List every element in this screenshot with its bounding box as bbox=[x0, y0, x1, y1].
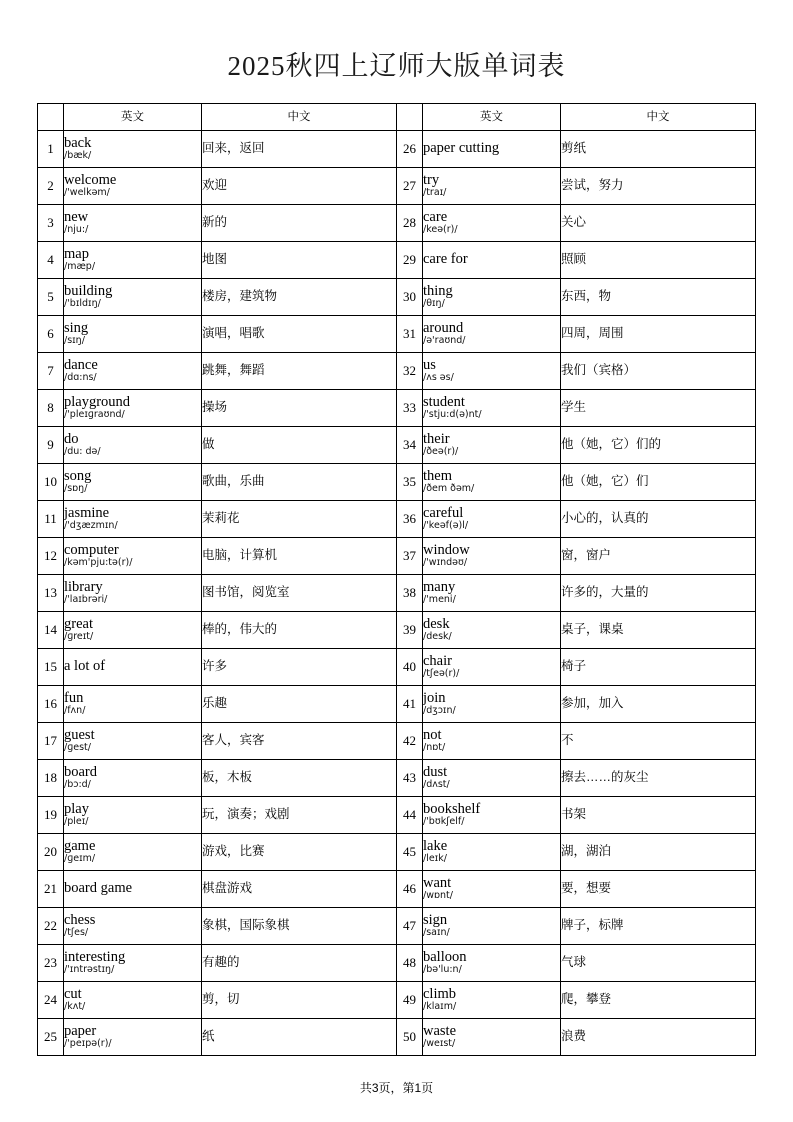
english-cell bbox=[423, 353, 561, 390]
english-cell bbox=[423, 612, 561, 649]
chinese-cell: 玩，演奏；戏剧 bbox=[202, 797, 397, 834]
english-cell bbox=[64, 686, 202, 723]
phonetic-transcription: /'meni/ bbox=[423, 594, 456, 606]
english-cell bbox=[64, 501, 202, 538]
phonetic-transcription: /kəm'pju:tə(r)/ bbox=[64, 557, 133, 569]
english-cell bbox=[423, 168, 561, 205]
chinese-cell: 做 bbox=[202, 427, 397, 464]
table-row bbox=[38, 686, 756, 723]
chinese-cell: 剪纸 bbox=[561, 131, 756, 168]
row-index: 23 bbox=[38, 945, 64, 982]
chinese-cell: 参加，加入 bbox=[561, 686, 756, 723]
english-cell bbox=[64, 612, 202, 649]
row-index: 25 bbox=[38, 1019, 64, 1056]
chinese-cell: 板，木板 bbox=[202, 760, 397, 797]
row-index: 28 bbox=[397, 205, 423, 242]
row-index: 22 bbox=[38, 908, 64, 945]
phonetic-transcription: /dɑ:ns/ bbox=[64, 372, 97, 384]
table-header bbox=[38, 104, 756, 131]
phonetic-transcription: /klaɪm/ bbox=[423, 1001, 457, 1013]
chinese-cell: 图书馆，阅览室 bbox=[202, 575, 397, 612]
table-row bbox=[38, 834, 756, 871]
row-index: 2 bbox=[38, 168, 64, 205]
row-index: 33 bbox=[397, 390, 423, 427]
row-index: 3 bbox=[38, 205, 64, 242]
english-cell bbox=[423, 908, 561, 945]
english-word: us bbox=[423, 356, 436, 373]
phonetic-transcription: /traɪ/ bbox=[423, 187, 447, 199]
english-word: careful bbox=[423, 504, 464, 521]
table-row bbox=[38, 575, 756, 612]
english-word: jasmine bbox=[64, 504, 110, 521]
row-index: 40 bbox=[397, 649, 423, 686]
phonetic-transcription: /'bɪldɪŋ/ bbox=[64, 298, 101, 310]
english-cell bbox=[423, 945, 561, 982]
phonetic-transcription: /sɪŋ/ bbox=[64, 335, 85, 347]
chinese-cell: 书架 bbox=[561, 797, 756, 834]
row-index: 39 bbox=[397, 612, 423, 649]
table-row bbox=[38, 760, 756, 797]
phonetic-transcription: /'laɪbrəri/ bbox=[64, 594, 108, 606]
english-cell bbox=[64, 982, 202, 1019]
row-index: 8 bbox=[38, 390, 64, 427]
chinese-cell: 他（她，它）们的 bbox=[561, 427, 756, 464]
english-cell bbox=[423, 1019, 561, 1056]
english-word: dust bbox=[423, 763, 448, 780]
english-cell bbox=[64, 871, 202, 908]
chinese-cell: 四周，周围 bbox=[561, 316, 756, 353]
english-word: map bbox=[64, 245, 89, 262]
english-word: song bbox=[64, 467, 92, 484]
phonetic-transcription: /dʌst/ bbox=[423, 779, 450, 791]
english-word: their bbox=[423, 430, 450, 447]
table-row bbox=[38, 242, 756, 279]
english-cell bbox=[423, 834, 561, 871]
row-index: 34 bbox=[397, 427, 423, 464]
chinese-cell: 不 bbox=[561, 723, 756, 760]
english-cell bbox=[64, 131, 202, 168]
english-word: fun bbox=[64, 689, 84, 706]
phonetic-transcription: /ə'raʊnd/ bbox=[423, 335, 466, 347]
chinese-cell: 象棋，国际象棋 bbox=[202, 908, 397, 945]
row-index: 21 bbox=[38, 871, 64, 908]
english-cell bbox=[64, 760, 202, 797]
english-word: great bbox=[64, 615, 93, 632]
phonetic-transcription: /ɡreɪt/ bbox=[64, 631, 94, 643]
phonetic-transcription: /tʃes/ bbox=[64, 927, 89, 939]
english-word: interesting bbox=[64, 948, 126, 965]
chinese-cell: 桌子，课桌 bbox=[561, 612, 756, 649]
english-cell bbox=[64, 908, 202, 945]
table-row bbox=[38, 982, 756, 1019]
phonetic-transcription: /desk/ bbox=[423, 631, 452, 643]
header-index-right bbox=[397, 104, 423, 131]
phonetic-transcription: /ðeə(r)/ bbox=[423, 446, 459, 458]
row-index: 32 bbox=[397, 353, 423, 390]
header-english-left: 英文 bbox=[64, 104, 202, 131]
phonetic-transcription: /θɪŋ/ bbox=[423, 298, 445, 310]
english-word: board bbox=[64, 763, 98, 780]
phonetic-transcription: /'ɪntrəstɪŋ/ bbox=[64, 964, 115, 976]
english-cell bbox=[64, 390, 202, 427]
row-index: 17 bbox=[38, 723, 64, 760]
row-index: 26 bbox=[397, 131, 423, 168]
row-index: 12 bbox=[38, 538, 64, 575]
table-row bbox=[38, 871, 756, 908]
phonetic-transcription: /'stju:d(ə)nt/ bbox=[423, 409, 482, 421]
table-row bbox=[38, 1019, 756, 1056]
phonetic-transcription: /bɔ:d/ bbox=[64, 779, 91, 791]
chinese-cell: 欢迎 bbox=[202, 168, 397, 205]
phonetic-transcription: /dʒɔɪn/ bbox=[423, 705, 456, 717]
chinese-cell: 许多 bbox=[202, 649, 397, 686]
english-cell bbox=[423, 760, 561, 797]
english-cell bbox=[423, 649, 561, 686]
row-index: 1 bbox=[38, 131, 64, 168]
row-index: 45 bbox=[397, 834, 423, 871]
english-word: not bbox=[423, 726, 442, 743]
row-index: 10 bbox=[38, 464, 64, 501]
table-row bbox=[38, 501, 756, 538]
phonetic-transcription: /keə(r)/ bbox=[423, 224, 458, 236]
english-cell bbox=[64, 205, 202, 242]
table-row bbox=[38, 649, 756, 686]
table-row bbox=[38, 390, 756, 427]
chinese-cell: 学生 bbox=[561, 390, 756, 427]
english-word: thing bbox=[423, 282, 453, 299]
row-index: 24 bbox=[38, 982, 64, 1019]
english-cell bbox=[423, 797, 561, 834]
english-cell bbox=[423, 686, 561, 723]
chinese-cell: 歌曲，乐曲 bbox=[202, 464, 397, 501]
chinese-cell: 要，想要 bbox=[561, 871, 756, 908]
table-row bbox=[38, 797, 756, 834]
english-word: balloon bbox=[423, 948, 467, 965]
phonetic-transcription: /ʌs əs/ bbox=[423, 372, 454, 384]
chinese-cell: 游戏，比赛 bbox=[202, 834, 397, 871]
row-index: 35 bbox=[397, 464, 423, 501]
english-word: do bbox=[64, 430, 79, 447]
chinese-cell: 窗，窗户 bbox=[561, 538, 756, 575]
english-word: game bbox=[64, 837, 96, 854]
english-word: want bbox=[423, 874, 452, 891]
english-word: cut bbox=[64, 985, 82, 1002]
chinese-cell: 有趣的 bbox=[202, 945, 397, 982]
english-cell bbox=[64, 427, 202, 464]
vocabulary-table bbox=[37, 103, 756, 1056]
row-index: 49 bbox=[397, 982, 423, 1019]
phonetic-transcription: /kʌt/ bbox=[64, 1001, 86, 1013]
chinese-cell: 演唱，唱歌 bbox=[202, 316, 397, 353]
chinese-cell: 楼房，建筑物 bbox=[202, 279, 397, 316]
row-index: 44 bbox=[397, 797, 423, 834]
row-index: 4 bbox=[38, 242, 64, 279]
table-row bbox=[38, 612, 756, 649]
phonetic-transcription: /'wɪndəʊ/ bbox=[423, 557, 468, 569]
phonetic-transcription: /fʌn/ bbox=[64, 705, 86, 717]
header-chinese-right: 中文 bbox=[561, 104, 756, 131]
table-row bbox=[38, 353, 756, 390]
english-word: desk bbox=[423, 615, 450, 632]
table-row bbox=[38, 945, 756, 982]
chinese-cell: 跳舞，舞蹈 bbox=[202, 353, 397, 390]
chinese-cell: 湖，湖泊 bbox=[561, 834, 756, 871]
phonetic-transcription: /wɒnt/ bbox=[423, 890, 453, 902]
row-index: 20 bbox=[38, 834, 64, 871]
phonetic-transcription: /'peɪpə(r)/ bbox=[64, 1038, 112, 1050]
chinese-cell: 东西，物 bbox=[561, 279, 756, 316]
chinese-cell: 茉莉花 bbox=[202, 501, 397, 538]
row-index: 5 bbox=[38, 279, 64, 316]
english-cell bbox=[423, 279, 561, 316]
page-footer: 共3页，第1页 bbox=[359, 1081, 434, 1095]
row-index: 37 bbox=[397, 538, 423, 575]
phonetic-transcription: /tʃeə(r)/ bbox=[423, 668, 460, 680]
english-word: them bbox=[423, 467, 452, 484]
chinese-cell: 爬，攀登 bbox=[561, 982, 756, 1019]
english-word: board game bbox=[64, 880, 133, 897]
chinese-cell: 气球 bbox=[561, 945, 756, 982]
chinese-cell: 关心 bbox=[561, 205, 756, 242]
english-cell bbox=[64, 168, 202, 205]
chinese-cell: 他（她，它）们 bbox=[561, 464, 756, 501]
table-row bbox=[38, 538, 756, 575]
table-row bbox=[38, 723, 756, 760]
table-row bbox=[38, 131, 756, 168]
row-index: 36 bbox=[397, 501, 423, 538]
phonetic-transcription: /ɡeɪm/ bbox=[64, 853, 96, 865]
row-index: 38 bbox=[397, 575, 423, 612]
chinese-cell: 纸 bbox=[202, 1019, 397, 1056]
phonetic-transcription: /pleɪ/ bbox=[64, 816, 89, 828]
chinese-cell: 地图 bbox=[202, 242, 397, 279]
english-word: computer bbox=[64, 541, 119, 558]
english-word: playground bbox=[64, 393, 131, 410]
table-row bbox=[38, 168, 756, 205]
row-index: 9 bbox=[38, 427, 64, 464]
table-body bbox=[38, 131, 756, 1056]
header-index-left bbox=[38, 104, 64, 131]
english-cell bbox=[64, 834, 202, 871]
row-index: 41 bbox=[397, 686, 423, 723]
english-word: around bbox=[423, 319, 464, 336]
english-word: sign bbox=[423, 911, 448, 928]
chinese-cell: 牌子，标牌 bbox=[561, 908, 756, 945]
chinese-cell: 客人，宾客 bbox=[202, 723, 397, 760]
chinese-cell: 浪费 bbox=[561, 1019, 756, 1056]
phonetic-transcription: /du: də/ bbox=[64, 446, 101, 458]
english-cell bbox=[64, 538, 202, 575]
english-word: library bbox=[64, 578, 103, 595]
phonetic-transcription: /'keəf(ə)l/ bbox=[423, 520, 469, 532]
row-index: 31 bbox=[397, 316, 423, 353]
english-cell bbox=[423, 205, 561, 242]
row-index: 27 bbox=[397, 168, 423, 205]
english-cell bbox=[64, 723, 202, 760]
english-word: welcome bbox=[64, 171, 117, 188]
english-word: back bbox=[64, 134, 92, 151]
english-word: student bbox=[423, 393, 465, 410]
english-word: waste bbox=[423, 1022, 457, 1039]
header-english-right: 英文 bbox=[423, 104, 561, 131]
english-word: chess bbox=[64, 911, 96, 928]
phonetic-transcription: /sɒŋ/ bbox=[64, 483, 88, 495]
english-cell bbox=[64, 797, 202, 834]
phonetic-transcription: /nɒt/ bbox=[423, 742, 446, 754]
english-cell bbox=[423, 538, 561, 575]
english-cell bbox=[423, 723, 561, 760]
phonetic-transcription: /leɪk/ bbox=[423, 853, 447, 865]
phonetic-transcription: /ɡest/ bbox=[64, 742, 91, 754]
chinese-cell: 电脑，计算机 bbox=[202, 538, 397, 575]
english-word: lake bbox=[423, 837, 448, 854]
english-word: care bbox=[423, 208, 448, 225]
phonetic-transcription: /'bʊkʃelf/ bbox=[423, 816, 465, 828]
english-word: many bbox=[423, 578, 456, 595]
chinese-cell: 剪，切 bbox=[202, 982, 397, 1019]
row-index: 6 bbox=[38, 316, 64, 353]
english-cell bbox=[423, 242, 561, 279]
chinese-cell: 乐趣 bbox=[202, 686, 397, 723]
phonetic-transcription: /'dʒæzmɪn/ bbox=[64, 520, 118, 532]
chinese-cell: 操场 bbox=[202, 390, 397, 427]
chinese-cell: 棒的，伟大的 bbox=[202, 612, 397, 649]
chinese-cell: 新的 bbox=[202, 205, 397, 242]
table-row bbox=[38, 279, 756, 316]
english-word: paper cutting bbox=[423, 140, 500, 157]
phonetic-transcription: /'pleɪɡraʊnd/ bbox=[64, 409, 125, 421]
row-index: 50 bbox=[397, 1019, 423, 1056]
row-index: 14 bbox=[38, 612, 64, 649]
chinese-cell: 棋盘游戏 bbox=[202, 871, 397, 908]
english-word: building bbox=[64, 282, 113, 299]
phonetic-transcription: /ðem ðəm/ bbox=[423, 483, 475, 495]
english-cell bbox=[64, 242, 202, 279]
phonetic-transcription: /weɪst/ bbox=[423, 1038, 456, 1050]
table-row bbox=[38, 205, 756, 242]
chinese-cell: 小心的，认真的 bbox=[561, 501, 756, 538]
row-index: 13 bbox=[38, 575, 64, 612]
english-word: sing bbox=[64, 319, 89, 336]
english-word: bookshelf bbox=[423, 800, 481, 817]
chinese-cell: 许多的，大量的 bbox=[561, 575, 756, 612]
english-word: join bbox=[423, 689, 446, 706]
english-cell bbox=[64, 464, 202, 501]
english-word: guest bbox=[64, 726, 95, 743]
english-word: care for bbox=[423, 251, 468, 268]
english-cell bbox=[423, 464, 561, 501]
row-index: 48 bbox=[397, 945, 423, 982]
chinese-cell: 回来，返回 bbox=[202, 131, 397, 168]
table-row bbox=[38, 316, 756, 353]
table-row bbox=[38, 427, 756, 464]
english-word: window bbox=[423, 541, 470, 558]
english-cell bbox=[64, 353, 202, 390]
phonetic-transcription: /bæk/ bbox=[64, 150, 92, 162]
english-word: climb bbox=[423, 985, 457, 1002]
row-index: 15 bbox=[38, 649, 64, 686]
row-index: 18 bbox=[38, 760, 64, 797]
row-index: 19 bbox=[38, 797, 64, 834]
english-word: new bbox=[64, 208, 89, 225]
row-index: 42 bbox=[397, 723, 423, 760]
english-cell bbox=[64, 945, 202, 982]
english-word: dance bbox=[64, 356, 98, 373]
chinese-cell: 擦去……的灰尘 bbox=[561, 760, 756, 797]
english-cell bbox=[423, 316, 561, 353]
english-word: try bbox=[423, 171, 440, 188]
english-cell bbox=[64, 279, 202, 316]
page-title: 2025秋四上辽师大版单词表 bbox=[227, 51, 566, 81]
phonetic-transcription: /bə'lu:n/ bbox=[423, 964, 462, 976]
english-cell bbox=[64, 1019, 202, 1056]
english-word: paper bbox=[64, 1022, 97, 1039]
phonetic-transcription: /nju:/ bbox=[64, 224, 89, 236]
header-chinese-left: 中文 bbox=[202, 104, 397, 131]
chinese-cell: 椅子 bbox=[561, 649, 756, 686]
row-index: 47 bbox=[397, 908, 423, 945]
row-index: 11 bbox=[38, 501, 64, 538]
english-cell bbox=[423, 575, 561, 612]
english-cell bbox=[64, 649, 202, 686]
chinese-cell: 尝试，努力 bbox=[561, 168, 756, 205]
english-cell bbox=[423, 131, 561, 168]
english-word: chair bbox=[423, 652, 452, 669]
english-cell bbox=[423, 871, 561, 908]
english-cell bbox=[423, 390, 561, 427]
row-index: 7 bbox=[38, 353, 64, 390]
english-cell bbox=[64, 316, 202, 353]
row-index: 43 bbox=[397, 760, 423, 797]
english-cell bbox=[423, 982, 561, 1019]
table-row bbox=[38, 908, 756, 945]
phonetic-transcription: /mæp/ bbox=[64, 261, 96, 273]
english-cell bbox=[423, 427, 561, 464]
row-index: 16 bbox=[38, 686, 64, 723]
chinese-cell: 我们（宾格） bbox=[561, 353, 756, 390]
phonetic-transcription: /'welkəm/ bbox=[64, 187, 110, 199]
row-index: 46 bbox=[397, 871, 423, 908]
english-cell bbox=[64, 575, 202, 612]
row-index: 30 bbox=[397, 279, 423, 316]
chinese-cell: 照顾 bbox=[561, 242, 756, 279]
row-index: 29 bbox=[397, 242, 423, 279]
english-word: play bbox=[64, 800, 89, 817]
english-word: a lot of bbox=[64, 658, 106, 675]
phonetic-transcription: /saɪn/ bbox=[423, 927, 450, 939]
table-row bbox=[38, 464, 756, 501]
english-cell bbox=[423, 501, 561, 538]
